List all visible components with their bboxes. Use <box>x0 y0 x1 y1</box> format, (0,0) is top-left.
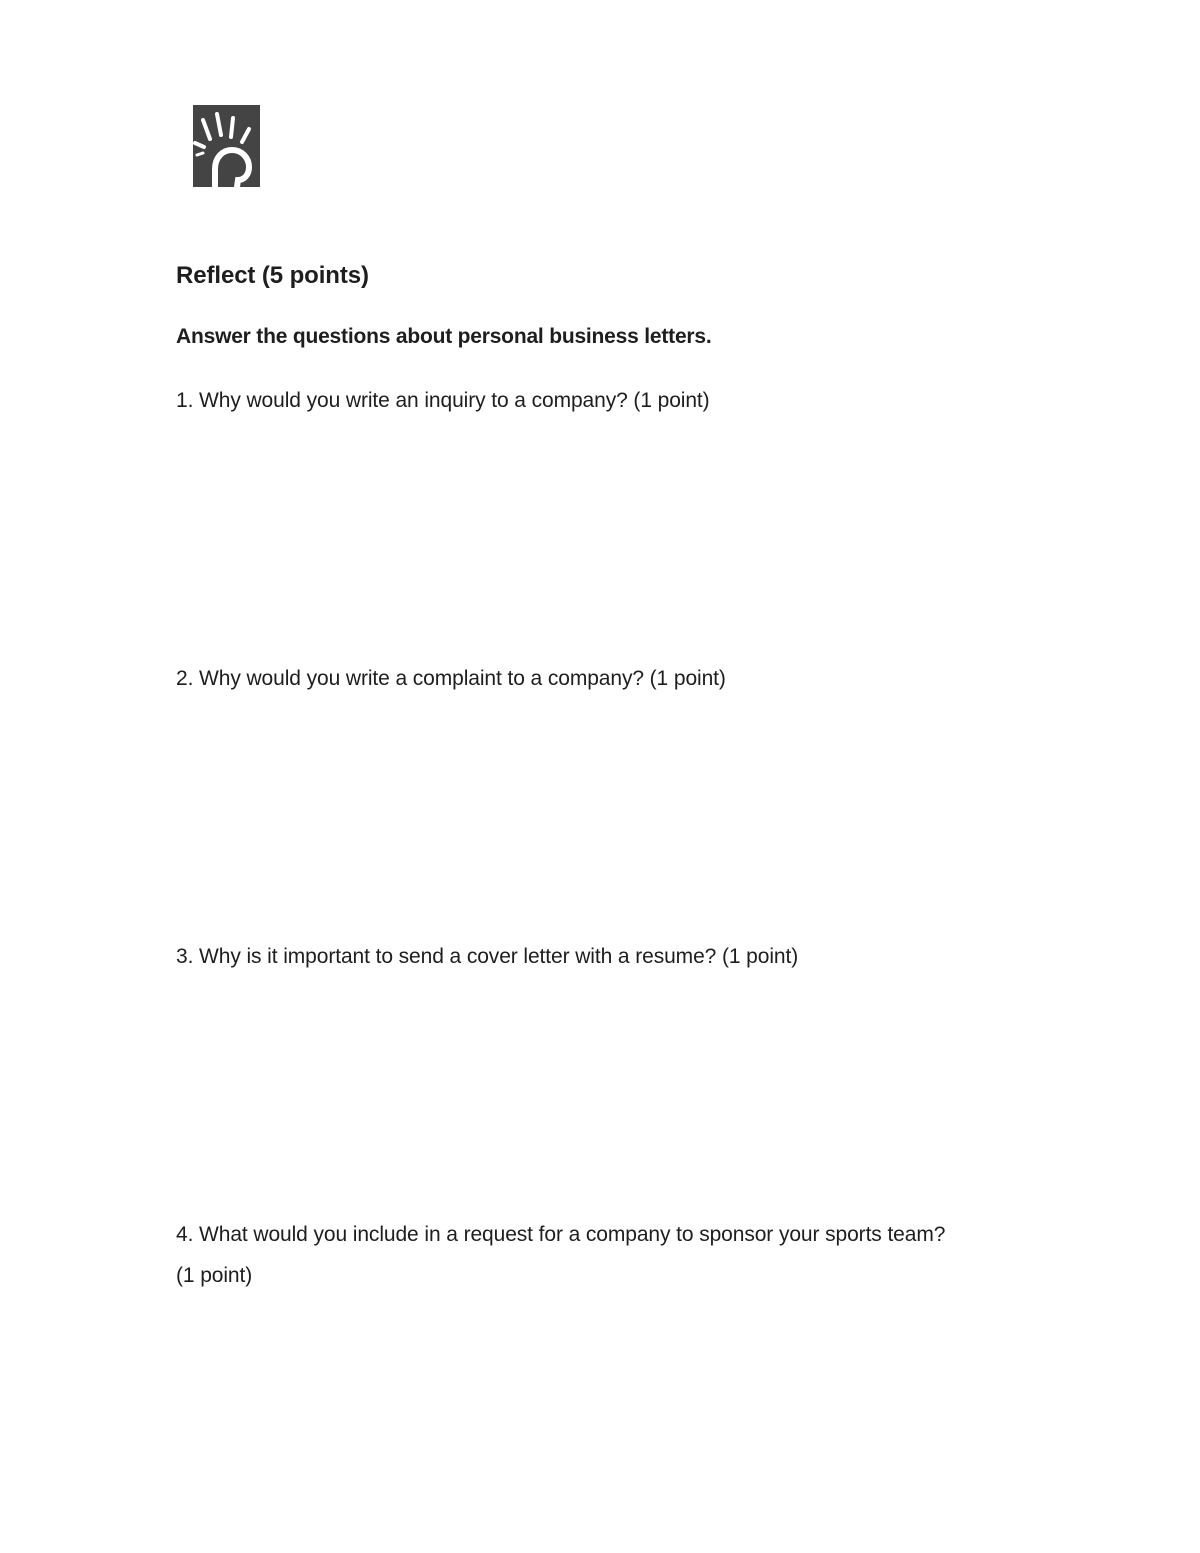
question-2 <box>176 658 1076 699</box>
question-text: 2. Why would you write a complaint to a company? (1 point) <box>176 667 726 690</box>
question-text-continued: (1 point) <box>176 1264 253 1287</box>
question-1 <box>176 380 1076 421</box>
question-3 <box>176 936 1076 977</box>
instructions: Answer the questions about personal business letters. <box>176 325 712 348</box>
question-4 <box>176 1214 1076 1296</box>
question-text: 3. Why is it important to send a cover letter with a resume? (1 point) <box>176 945 799 968</box>
question-text: 4. What would you include in a request for a company to sponsor your sports team? <box>176 1223 946 1246</box>
sunburst-head-logo-icon <box>193 105 260 187</box>
question-text: 1. Why would you write an inquiry to a company? (1 point) <box>176 389 710 412</box>
logo <box>193 105 260 187</box>
page-title: Reflect (5 points) <box>176 262 369 289</box>
